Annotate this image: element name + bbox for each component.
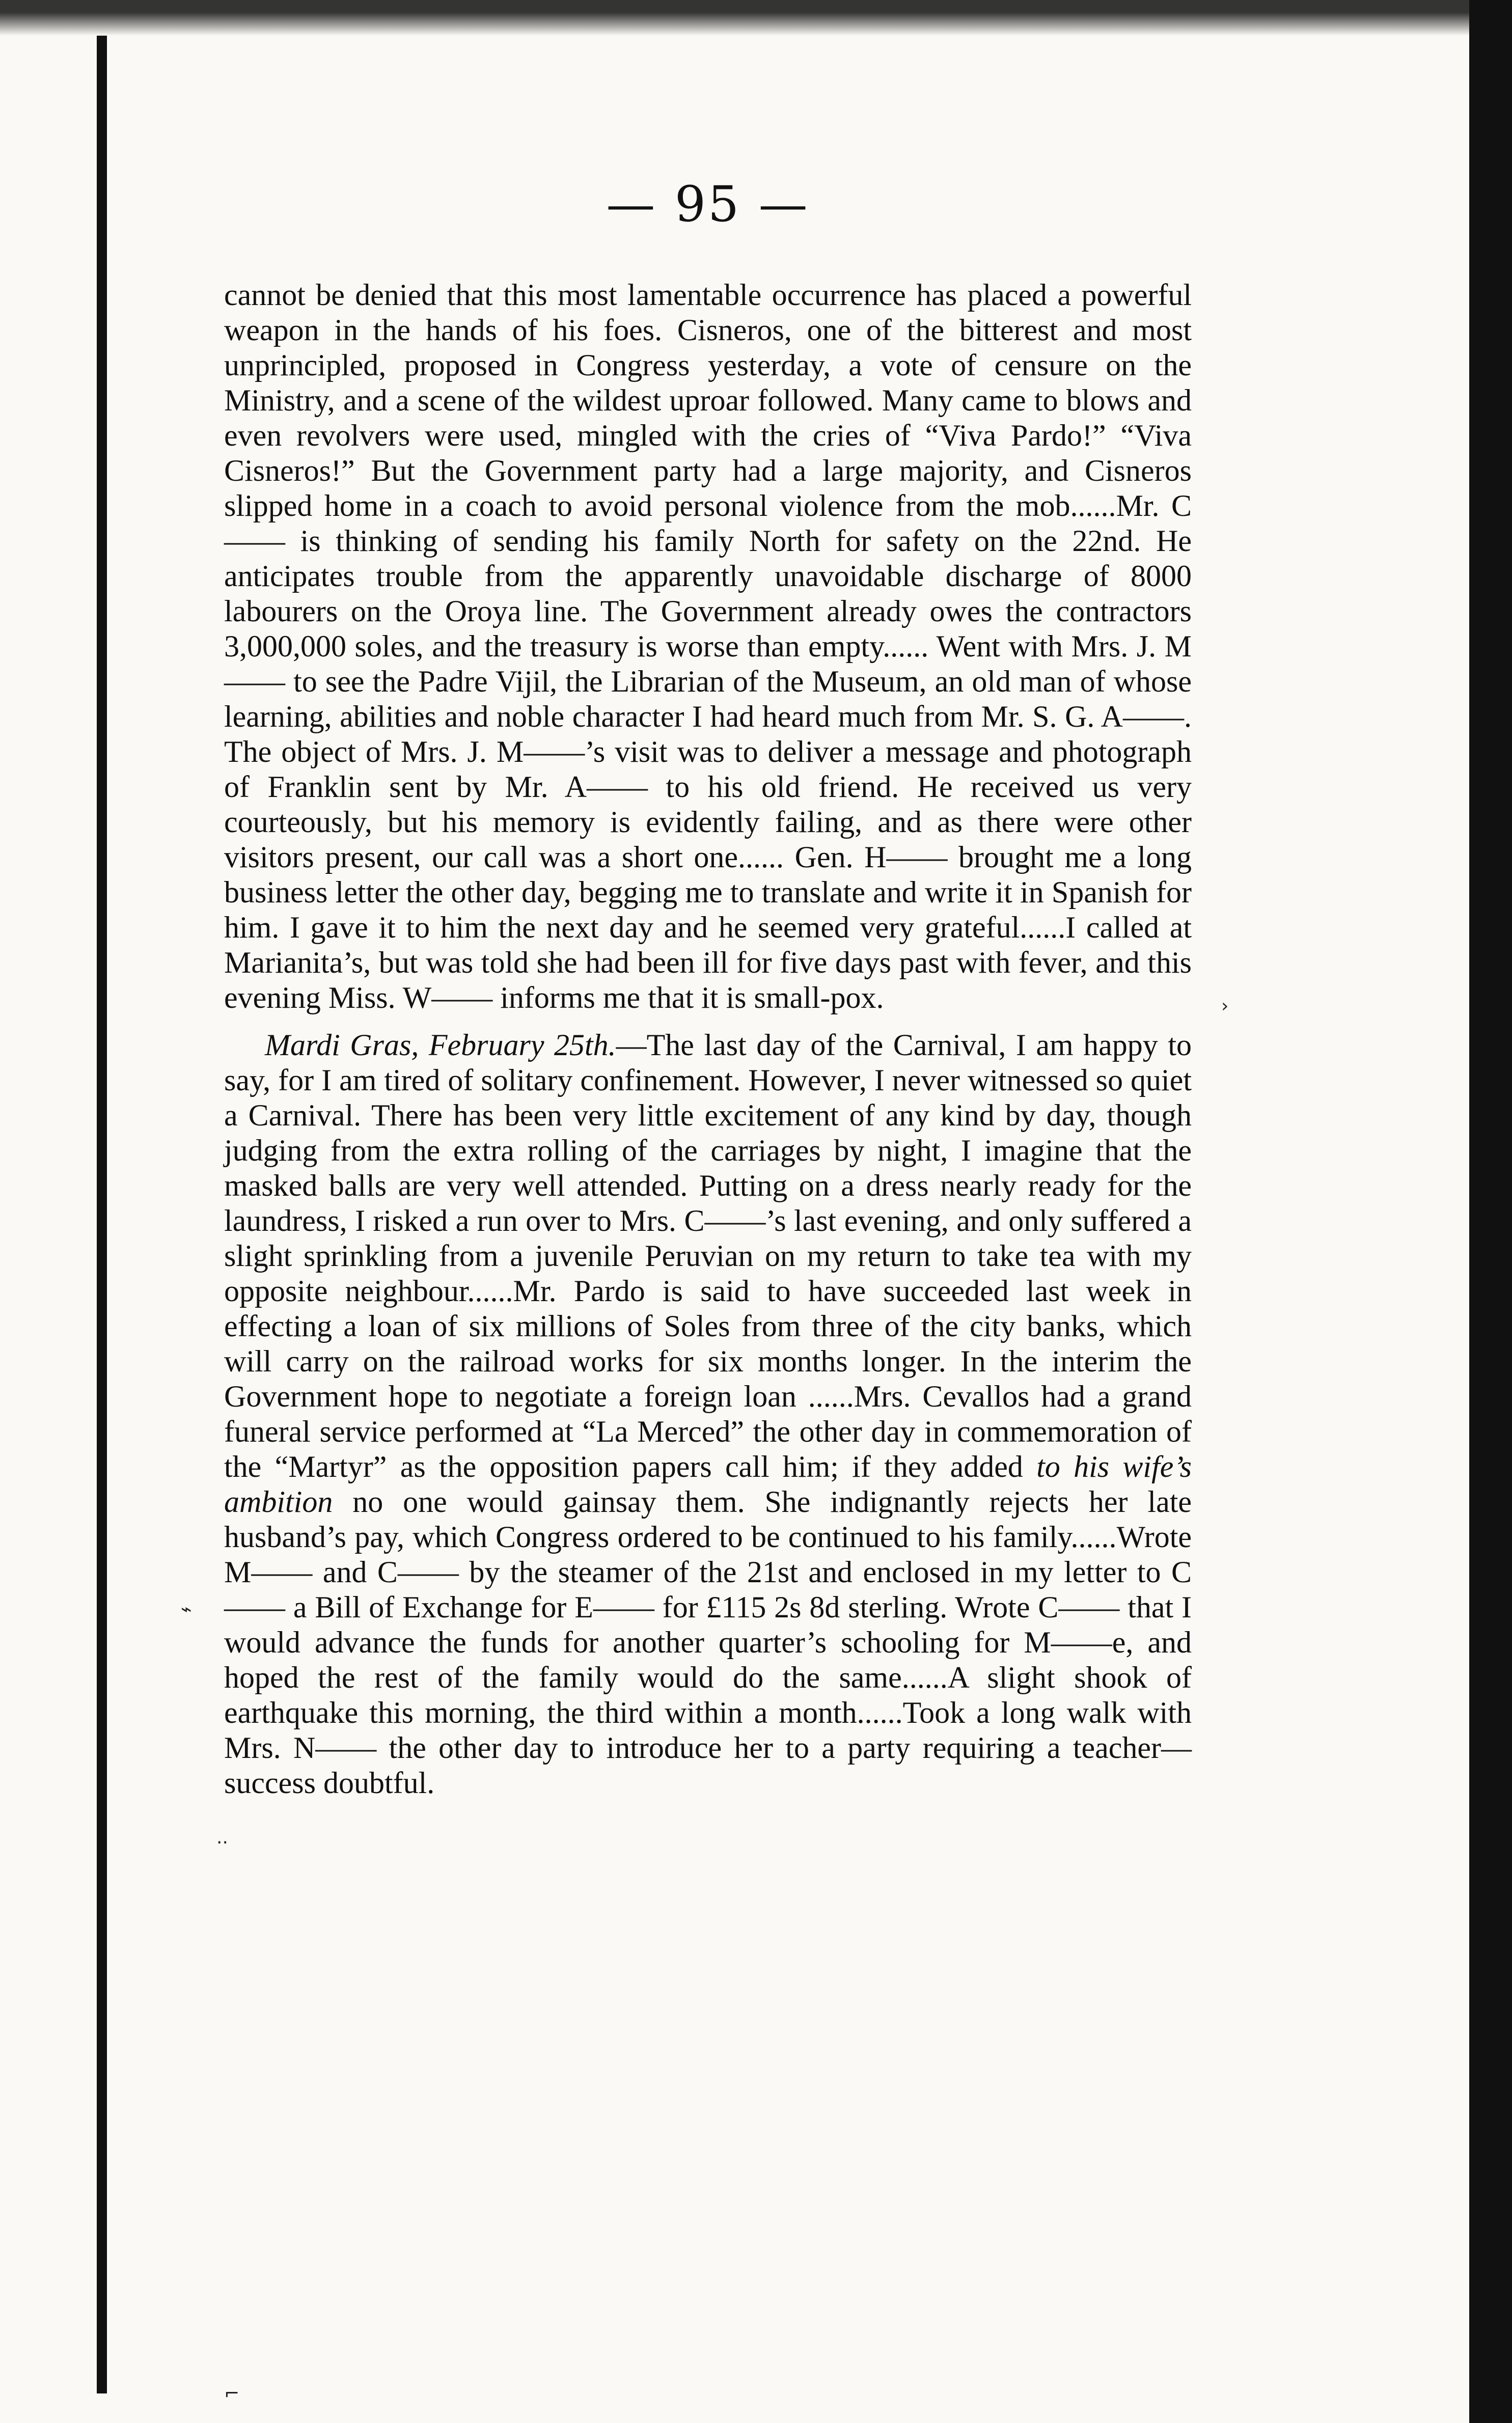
- scan-mark: ⌁: [181, 1599, 192, 1620]
- diary-date: Mardi Gras, February 25th.: [265, 1028, 616, 1062]
- paragraph-2-ending: no one would gainsay them. She indignantly rejects her late husband’s pay, which Congress ordered to be continued to his family......Wrote M—— and C—— by the steamer of the 21st and enclosed in my letter to C—— a Bill of Exchange for E—— for £115 2s 8d sterling. Wrote C—— that I would advance the funds for another quarter’s schooling for M——e, and hoped the rest of the family would do the same......A slight shook of earthquake this morning, the third within a month......Took a long walk with Mrs. N—— the other day to introduce her to a party requiring a teacher—success doubtful.: [224, 1485, 1192, 1800]
- scan-top-edge: [0, 0, 1512, 36]
- scan-mark: ··: [216, 1832, 228, 1853]
- page-number: — 95 —: [606, 176, 810, 233]
- paragraph-2-text: —The last day of the Carnival, I am happy to say, for I am tired of solitary confinement. However, I never witnessed so quiet a Carnival. There has been very little excitement of any kind by day, though judging from the extra rolling of the carriages by night, I imagine that the masked balls are very well attended. Putting on a dress nearly ready for the laundress, I risked a run over to Mrs. C——’s last evening, and only suffered a slight sprinkling from a juvenile Peruvian on my return to take tea with my opposite neighbour......Mr. Pardo is said to have succeeded last week in effecting a loan of six millions of Soles from three of the city banks, which will carry on the railroad works for six months longer. In the interim the Government hope to negotiate a foreign loan ......Mrs. Cevallos had a grand funeral service performed at “La Merced” the other day in commemoration of the “Martyr” as the opposition papers call him; if they added: [224, 1028, 1192, 1483]
- scan-left-border: [97, 36, 107, 2393]
- scan-mark: ⌐: [224, 2383, 240, 2404]
- scan-right-border: [1469, 0, 1512, 2423]
- paragraph-1: cannot be denied that this most lamentable occurrence has placed a powerful weapon in the hands of his foes. Cisneros, one of the bitterest and most unprincipled, proposed in Congress yesterday, a vote of censure on the Ministry, and a scene of the wildest uproar followed. Many came to blows and even revolvers were used, mingled with the cries of “Viva Pardo!” “Viva Cisneros!” But the Government party had a large majority, and Cisneros slipped home in a coach to avoid personal violence from the mob......Mr. C—— is thinking of sending his family North for safety on the 22nd. He anticipates trouble from the apparently unavoidable discharge of 8000 labourers on the Oroya line. The Government already owes the contractors 3,000,000 soles, and the treasury is worse than empty...... Went with Mrs. J. M—— to see the Padre Vijil, the Librarian of the Museum, an old man of whose learning, abilities and noble character I had heard much from Mr. S. G. A——. The object of Mrs. J. M——’s visit was to deliver a message and photograph of Franklin sent by Mr. A—— to his old friend. He received us very courteously, but his memory is evidently failing, and as there were other visitors present, our call was a short one...... Gen. H—— brought me a long business letter the other day, begging me to translate and write it in Spanish for him. I gave it to him the next day and he seemed very grateful......I called at Marianita’s, but was told she had been ill for five days past with fever, and this evening Miss. W—— informs me that it is small-pox.: [224, 278, 1192, 1014]
- emphasis-phrase: to his wife’s ambition: [224, 1450, 1192, 1519]
- paragraph-2: [224, 1028, 1192, 1801]
- scan-mark: ›: [1221, 996, 1229, 1016]
- body-text: [224, 278, 1192, 1813]
